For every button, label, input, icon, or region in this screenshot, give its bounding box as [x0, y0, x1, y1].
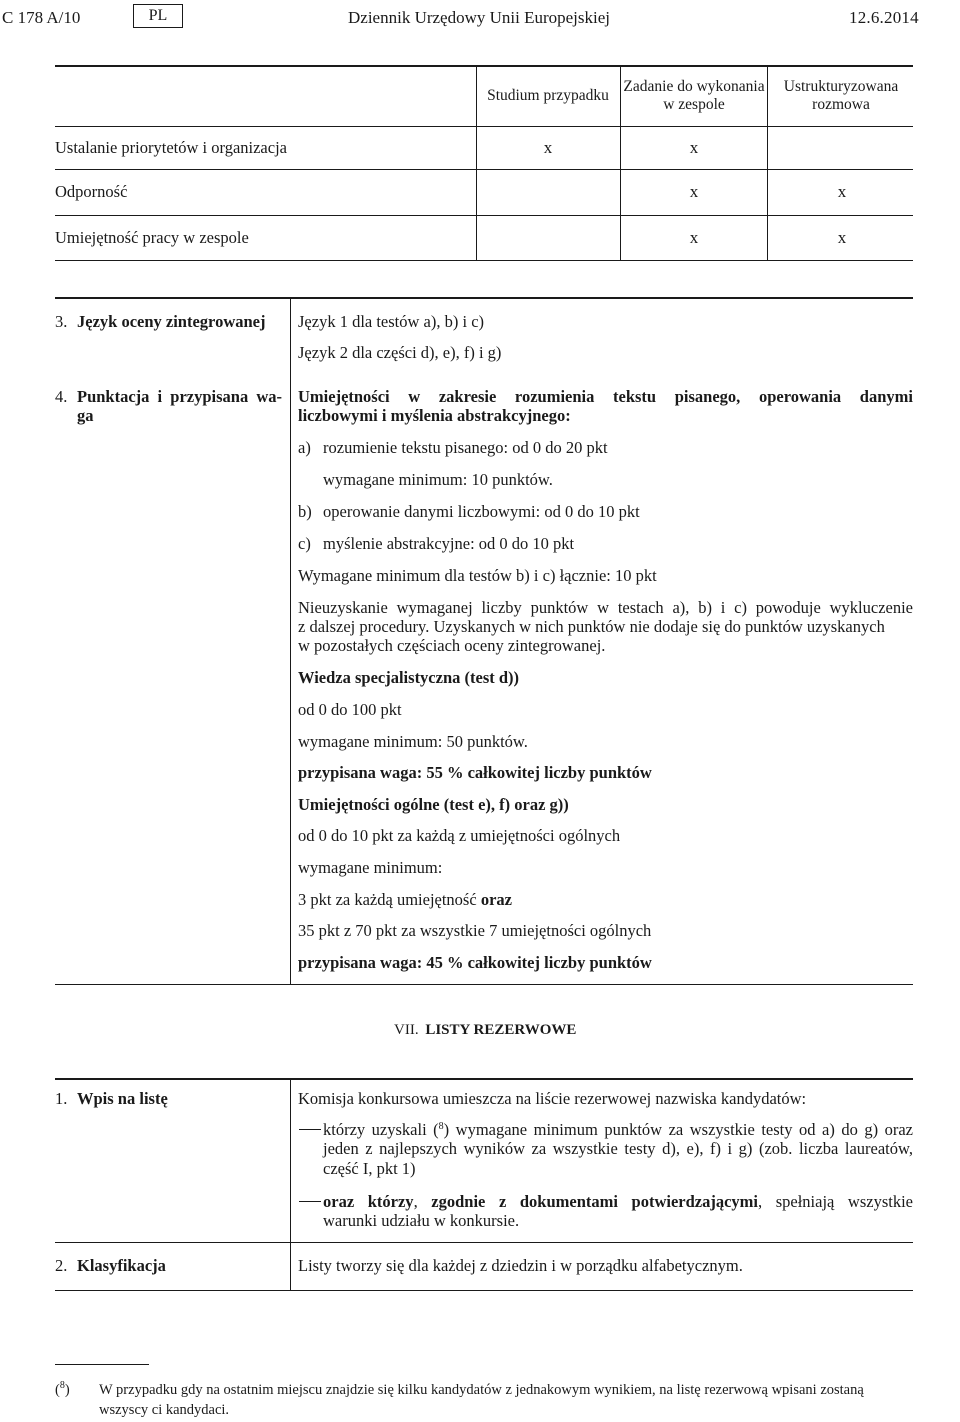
issue-date: 12.6.2014	[849, 8, 919, 27]
language-badge	[133, 4, 183, 28]
combined-minimum: Wymagane minimum dla testów b) i c) łącznie: 10 pkt	[298, 566, 657, 585]
general-weight: przypisana waga: 45 % całkowitej liczby punktów	[298, 953, 652, 972]
specialist-range: od 0 do 100 pkt	[298, 700, 402, 719]
general-each	[298, 890, 512, 909]
condition-separator: ,	[413, 1192, 432, 1211]
matrix-mark: x	[689, 182, 699, 201]
reserve-condition-continuation: jeden z najlepszych wyników za wszystkie testy d), e), f) i g) (zob. liczba laureatów,	[323, 1139, 913, 1158]
general-each-text: 3 pkt za każdą umiejętność	[298, 890, 477, 909]
footnote-paren: )	[64, 1382, 70, 1398]
classification-text: Listy tworzy się dla każdej z dziedzin i w porządku alfabetycznym.	[298, 1256, 743, 1275]
footnote-rule	[55, 1364, 149, 1365]
language-code: PL	[148, 7, 168, 24]
footnote-marker	[55, 1381, 70, 1400]
item-text: operowanie danymi liczbowymi: od 0 do 10 pkt	[323, 502, 640, 521]
row-label: Odporność	[55, 182, 128, 201]
reserve-condition-continuation: warunki udziału w konkursie.	[323, 1211, 520, 1230]
section-column-rule	[290, 297, 291, 984]
condition-text: , spełniają wszystkie	[758, 1192, 914, 1211]
chapter-number: VII.	[394, 1022, 419, 1038]
exclusion-text: Nieuzyskanie wymaganej liczby punktów w testach a), b) i c) powoduje wykluczenie	[298, 598, 913, 617]
language-line: Język 2 dla części d), e), f) i g)	[298, 343, 502, 362]
item-minimum: wymagane minimum: 10 punktów.	[323, 470, 553, 489]
condition-text: ) wymagane minimum punktów za wszystkie testy od a) do g) oraz	[443, 1120, 913, 1139]
matrix-mark: x	[689, 138, 699, 157]
skills-heading: Umiejętności w zakresie rozumienia tekstu pisanego, operowania danymi	[298, 387, 913, 406]
table-bottom-rule	[55, 260, 913, 261]
matrix-mark: x	[837, 228, 847, 247]
column-header: Studium przypadku	[487, 87, 609, 104]
specialist-weight: przypisana waga: 55 % całkowitej liczby punktów	[298, 763, 652, 782]
specialist-heading: Wiedza specjalistyczna (test d))	[298, 668, 520, 687]
item-letter: c)	[298, 534, 311, 553]
row-label: Ustalanie priorytetów i organizacja	[55, 138, 287, 157]
matrix-mark: x	[689, 228, 699, 247]
footnote-paren: (	[55, 1382, 60, 1398]
em-dash-bullet	[299, 1201, 321, 1202]
footnote-ref: 8	[438, 1121, 444, 1132]
section-number: 3.	[55, 312, 68, 331]
general-heading: Umiejętności ogólne (test e), f) oraz g))	[298, 795, 569, 814]
chapter-heading	[394, 1021, 576, 1040]
chapter-title: LISTY REZERWOWE	[425, 1022, 577, 1038]
table-header-rule	[55, 126, 913, 127]
column-header: Zadanie do wykonania w zespole	[623, 78, 765, 113]
exclusion-text: z dalszej procedury. Uzyskanych w nich punktów nie dodaje się do punktów uzyskanych	[298, 617, 885, 636]
general-and: oraz	[480, 890, 512, 909]
item-letter: a)	[298, 438, 311, 457]
language-line: Język 1 dla testów a), b) i c)	[298, 312, 485, 331]
column-header: Ustrukturyzowana rozmowa	[783, 78, 899, 113]
footnote-text: wszyscy ci kandydaci.	[99, 1402, 230, 1418]
reserve-condition	[323, 1120, 913, 1139]
reserve-condition-continuation: część I, pkt 1)	[323, 1159, 416, 1178]
section-title: Punktacja i przypisana wa-	[77, 387, 282, 406]
general-minimum-label: wymagane minimum:	[298, 858, 443, 877]
reserve-condition	[323, 1192, 913, 1211]
general-total: 35 pkt z 70 pkt za wszystkie 7 umiejętności ogólnych	[298, 921, 652, 940]
reserve-item-number: 2.	[55, 1256, 68, 1275]
matrix-mark: x	[837, 182, 847, 201]
section-bottom-rule	[55, 984, 913, 985]
general-range: od 0 do 10 pkt za każdą z umiejętności ogólnych	[298, 826, 621, 845]
reserve-item-title: Klasyfikacja	[77, 1256, 166, 1275]
row-label: Umiejętność pracy w zespole	[55, 228, 249, 247]
item-text: rozumienie tekstu pisanego: od 0 do 20 pkt	[323, 438, 608, 457]
footnote-number: 8	[59, 1380, 65, 1391]
exclusion-text: w pozostałych częściach oceny zintegrowanej.	[298, 636, 606, 655]
skills-heading-continuation: liczbowymi i myślenia abstrakcyjnego:	[298, 406, 571, 425]
table-row-rule	[55, 169, 913, 170]
item-text: myślenie abstrakcyjne: od 0 do 10 pkt	[323, 534, 575, 553]
reserve-row-rule	[55, 1242, 913, 1243]
reserve-column-rule	[290, 1078, 291, 1290]
specialist-minimum: wymagane minimum: 50 punktów.	[298, 732, 528, 751]
condition-bold: oraz którzy	[323, 1192, 414, 1211]
table-top-rule	[55, 65, 913, 67]
condition-bold: zgodnie z dokumentami potwierdzającymi	[431, 1192, 758, 1211]
reserve-item-title: Wpis na listę	[77, 1089, 168, 1108]
section-title: Język oceny zintegrowanej	[77, 312, 266, 331]
reserve-bottom-rule	[55, 1290, 913, 1291]
journal-title: Dziennik Urzędowy Unii Europejskiej	[348, 8, 611, 27]
em-dash-bullet	[299, 1129, 321, 1130]
reserve-top-rule	[55, 1078, 913, 1080]
section-title-continuation: ga	[77, 406, 94, 425]
matrix-mark: x	[543, 138, 553, 157]
section-top-rule	[55, 297, 913, 299]
section-number: 4.	[55, 387, 68, 406]
footnote-text: W przypadku gdy na ostatnim miejscu znajdzie się kilku kandydatów z jednakowym wynikiem, na listę rezerwową wpisani zostaną	[99, 1382, 864, 1398]
journal-reference: C 178 A/10	[2, 8, 81, 27]
condition-text: którzy uzyskali (	[323, 1120, 439, 1139]
table-column-rule	[620, 65, 621, 260]
reserve-intro: Komisja konkursowa umieszcza na liście rezerwowej nazwiska kandydatów:	[298, 1089, 807, 1108]
table-row-rule	[55, 215, 913, 216]
table-column-rule	[767, 65, 768, 260]
reserve-item-number: 1.	[55, 1089, 68, 1108]
item-letter: b)	[298, 502, 312, 521]
